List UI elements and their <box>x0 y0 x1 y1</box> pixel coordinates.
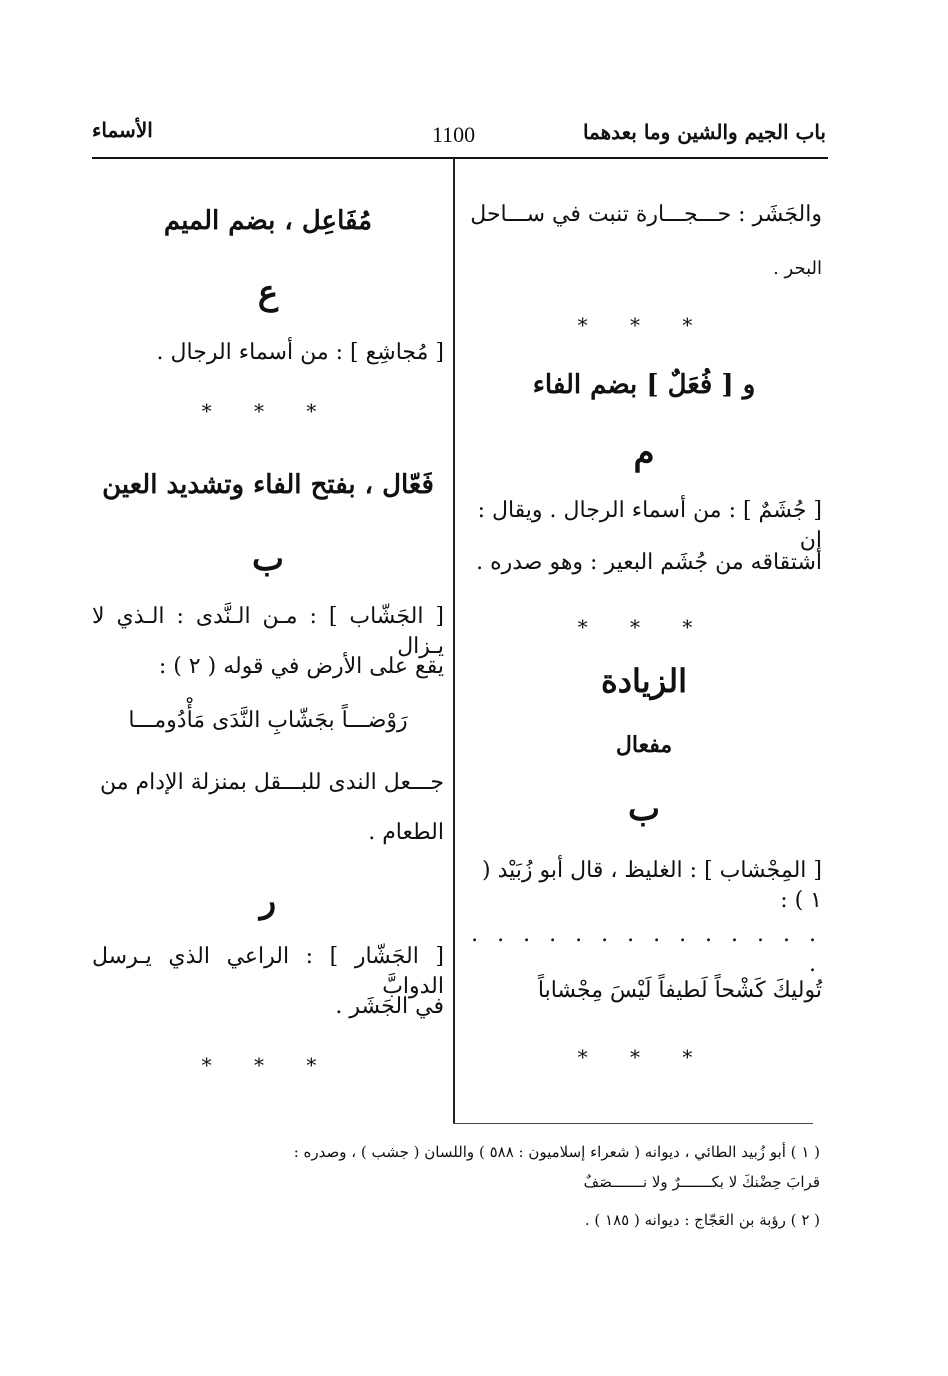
paragraph-jusham-2: اشتقاقه من جُشَم البعير : وهو صدره . <box>476 550 822 575</box>
separator-stars: * * * <box>577 1045 711 1069</box>
footnote-1: ( ١ ) أبو زُبيد الطائي ، ديوانه ( شعراء إسلاميون : ٥٨٨ ) واللسان ( جشب ) ، وصدره : <box>293 1143 820 1161</box>
separator-stars: * * * <box>201 399 335 423</box>
paragraph-jashar-2: البحر . <box>773 258 822 279</box>
separator-stars: * * * <box>577 313 711 337</box>
chapter-title: باب الجيم والشين وما بعدهما <box>582 120 826 144</box>
page-header <box>92 118 826 158</box>
section-heading-ziyada: الزيادة <box>601 662 687 700</box>
section-heading: مُفَاعِل ، بضم الميم <box>163 206 373 236</box>
root-letter: م <box>633 433 655 473</box>
root-letter: ر <box>259 881 277 921</box>
paragraph-mujashi: [ مُجاشِع ] : من أسماء الرجال . <box>156 340 444 365</box>
verse-line: تُوليكَ كَشْحاً لَطيفاً لَيْسَ مِجْشاباً <box>537 978 822 1003</box>
section-title: الأسماء <box>92 118 153 142</box>
root-letter: ع <box>257 273 279 313</box>
paragraph-jashshar-1: [ الجَشّار ] : الراعي الذي يـرسل الدوابَّ <box>92 944 444 999</box>
separator-stars: * * * <box>577 615 711 639</box>
paragraph-mijshab: [ المِجْشاب ] : الغليظ ، قال أبو زُبَيْد ( ١ ) : <box>482 858 822 913</box>
paragraph-jashshar-2: في الجَشَر . <box>335 994 444 1019</box>
footnote-rule <box>453 1123 813 1124</box>
column-divider <box>453 158 455 1123</box>
section-heading: و [ فُعَلٌ ] بضم الفاء <box>532 370 756 400</box>
separator-stars: * * * <box>201 1053 335 1077</box>
paragraph-jashshab-2: يقع على الأرض في قوله ( ٢ ) : <box>158 654 444 679</box>
paragraph-jashar-1: والجَشَر : حـــجـــارة تنبت في ســـاحل <box>470 202 822 227</box>
verse-line: رَوْضـــاً بجَشّابِ النَّدَى مَأْدُومـــا <box>128 708 408 733</box>
footnote-2: ( ٢ ) رؤبة بن العَجّاج : ديوانه ( ١٨٥ ) . <box>584 1211 820 1229</box>
root-letter: ب <box>627 789 660 829</box>
root-letter: ب <box>251 539 284 579</box>
paragraph-nada-2: الطعام . <box>368 820 444 845</box>
footnote-1-verse: قرابَ حِضْنكَ لا بكـــــــرٌ ولا نـــــــصَفٌ <box>583 1173 820 1191</box>
paragraph-jashshab-1: [ الجَشّاب ] : مـن الـنَّدى : الـذي لا يـزال <box>92 604 444 659</box>
ellipsis-line: . . . . . . . . . . . . . . . <box>471 922 822 977</box>
header-rule <box>92 157 828 159</box>
paragraph-jusham-1: [ جُشَمٌ ] : من أسماء الرجال . ويقال : إن <box>477 498 822 553</box>
page-number: 1100 <box>432 122 476 147</box>
subheading-mifal: مفعال <box>615 732 673 758</box>
section-heading: فَعّال ، بفتح الفاء وتشديد العين <box>102 470 434 500</box>
paragraph-nada-1: جـــعل الندى للبـــقل بمنزلة الإدام من <box>100 770 444 795</box>
